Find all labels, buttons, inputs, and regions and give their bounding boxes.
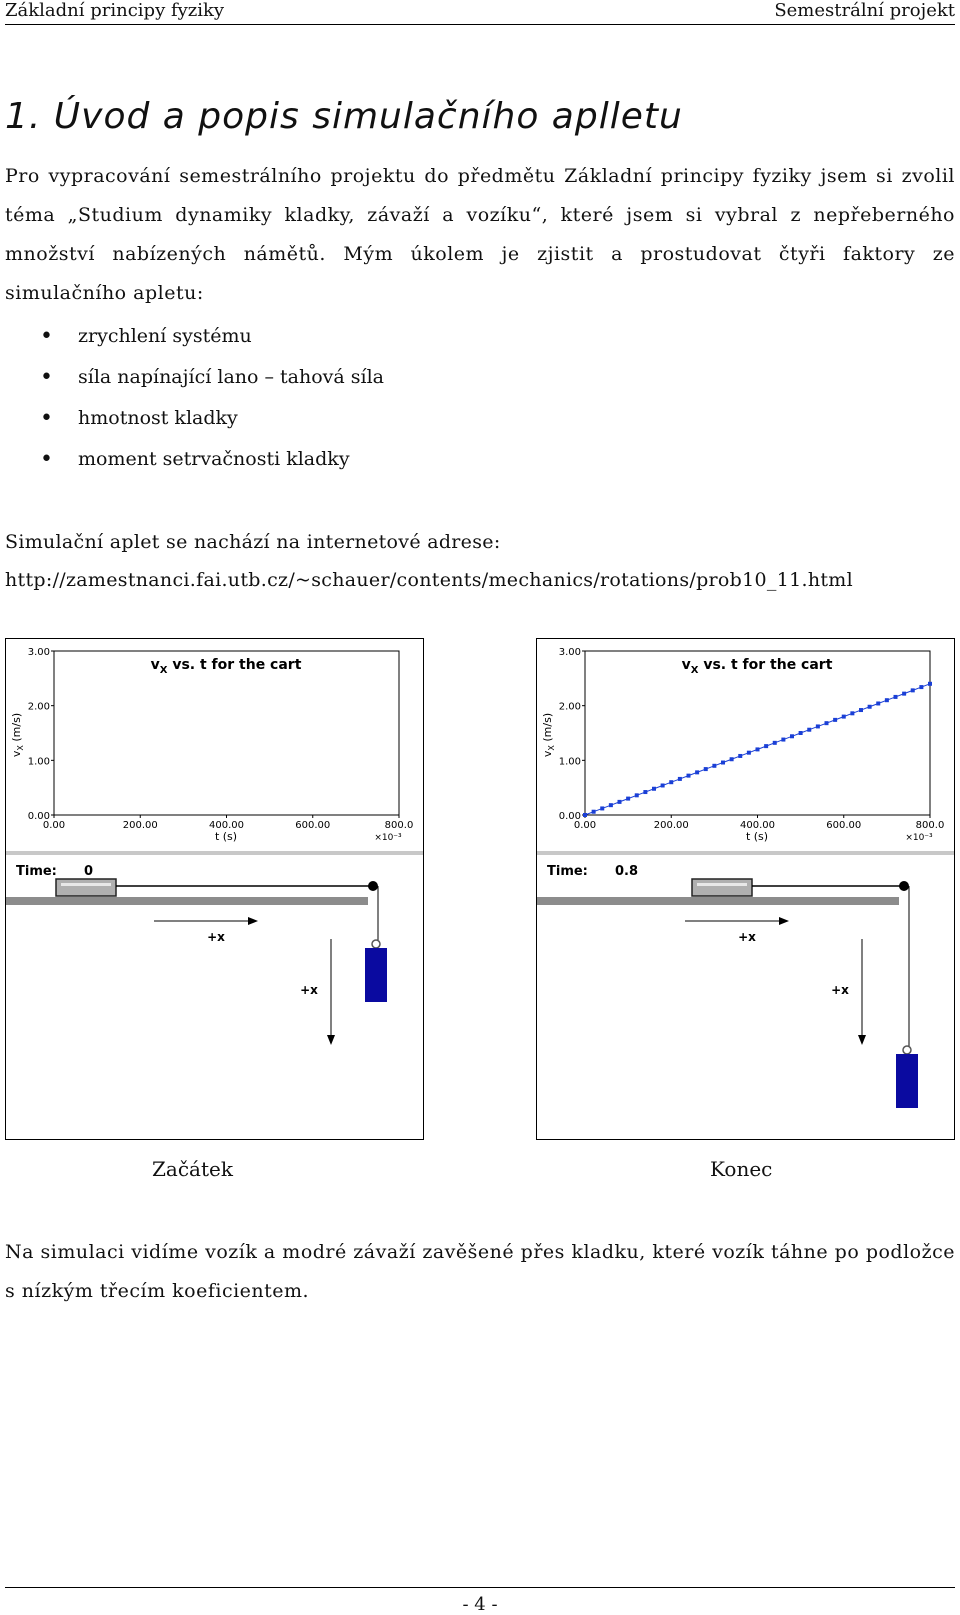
y-tick-label: 2.00 bbox=[27, 701, 50, 713]
y-arrow-head bbox=[858, 1035, 866, 1045]
list-item: • moment setrvačnosti kladky bbox=[40, 439, 384, 480]
y-tick-label: 3.00 bbox=[27, 647, 50, 658]
data-point bbox=[687, 774, 691, 778]
data-point bbox=[842, 715, 846, 719]
data-point bbox=[756, 747, 760, 751]
plot-frame bbox=[585, 651, 930, 815]
data-point bbox=[764, 744, 768, 748]
data-point bbox=[626, 797, 630, 801]
data-point bbox=[583, 813, 587, 817]
page-header bbox=[5, 0, 955, 25]
x-tick-label: 800.0 bbox=[384, 820, 414, 831]
data-point bbox=[730, 757, 734, 761]
x-tick-label: 600.00 bbox=[295, 820, 331, 831]
y-arrow-label: +x bbox=[300, 983, 318, 997]
x-tick-label: 0.00 bbox=[42, 820, 66, 831]
data-point bbox=[609, 803, 613, 807]
x-axis-label: t (s) bbox=[745, 830, 769, 843]
factor-list bbox=[40, 316, 384, 480]
pulley bbox=[899, 881, 909, 891]
data-point bbox=[799, 731, 803, 735]
data-point bbox=[738, 754, 742, 758]
data-point bbox=[919, 685, 923, 689]
data-point bbox=[790, 734, 794, 738]
x-tick-label: 0.00 bbox=[573, 820, 597, 831]
vx-chart bbox=[537, 647, 954, 1108]
data-point bbox=[678, 777, 682, 781]
y-tick-label: 1.00 bbox=[558, 756, 581, 768]
list-item: • síla napínající lano – tahová síla bbox=[40, 357, 384, 398]
y-tick-label: 2.00 bbox=[558, 701, 581, 713]
data-point bbox=[902, 692, 906, 696]
track bbox=[537, 897, 899, 905]
data-point bbox=[643, 790, 647, 794]
vx-chart bbox=[6, 647, 423, 1045]
header-course: Základní principy fyziky bbox=[5, 0, 225, 21]
panel-separator bbox=[6, 851, 423, 855]
page-footer bbox=[5, 1587, 955, 1615]
y-arrow-label: +x bbox=[831, 983, 849, 997]
data-point bbox=[781, 738, 785, 742]
plot-frame bbox=[54, 651, 399, 815]
data-point bbox=[928, 682, 932, 686]
data-point bbox=[807, 728, 811, 732]
caption-end: Konec bbox=[710, 1157, 773, 1181]
x-tick-label: 400.00 bbox=[740, 820, 775, 831]
data-point bbox=[850, 711, 854, 715]
x-axis-label: t (s) bbox=[214, 830, 238, 843]
x-arrow-head bbox=[248, 917, 258, 925]
y-arrow-head bbox=[327, 1035, 335, 1045]
data-point bbox=[618, 800, 622, 804]
x-arrow-label: +x bbox=[207, 930, 225, 944]
data-point bbox=[885, 698, 889, 702]
x-tick-label: 200.00 bbox=[653, 820, 689, 831]
data-point bbox=[911, 688, 915, 692]
header-doc-type: Semestrální projekt bbox=[774, 0, 955, 21]
data-point bbox=[747, 751, 751, 755]
x-multiplier: ×10⁻³ bbox=[374, 833, 402, 843]
applet-start bbox=[5, 638, 424, 1140]
data-point bbox=[704, 767, 708, 771]
data-point bbox=[652, 787, 656, 791]
y-tick-label: 0.00 bbox=[27, 811, 50, 822]
y-axis-label: $v_X$ (m/s) bbox=[541, 712, 556, 758]
time-value: 0.8 bbox=[615, 864, 639, 879]
x-tick-label: 200.00 bbox=[122, 820, 158, 831]
x-arrow-label: +x bbox=[738, 930, 756, 944]
cart bbox=[56, 879, 116, 896]
cart bbox=[692, 879, 752, 896]
data-point bbox=[876, 701, 880, 705]
data-point bbox=[894, 695, 898, 699]
x-multiplier: ×10⁻³ bbox=[905, 833, 933, 843]
hanging-weight bbox=[365, 948, 387, 1002]
applet-canvas bbox=[6, 639, 423, 1139]
time-label: Time: bbox=[16, 864, 57, 879]
data-point bbox=[721, 761, 725, 765]
y-axis-label: $v_X$ (m/s) bbox=[10, 712, 25, 758]
cart-highlight bbox=[61, 883, 111, 886]
applet-canvas bbox=[537, 639, 954, 1139]
caption-start: Začátek bbox=[152, 1157, 233, 1181]
hook bbox=[372, 940, 380, 948]
data-point bbox=[859, 708, 863, 712]
y-tick-label: 3.00 bbox=[558, 647, 581, 658]
intro-paragraph: Pro vypracování semestrálního projektu do předmětu Základní principy fyziky jsem si zvolil téma „Studium dynamiky kladky, závaží a vozíku“, které jsem si vybral z nepřeberného množství nabízených námětů. Mým úkolem je zjistit a prostudovat čtyři faktory ze simulačního apletu: bbox=[5, 165, 955, 304]
list-item: • hmotnost kladky bbox=[40, 398, 384, 439]
x-tick-label: 600.00 bbox=[826, 820, 862, 831]
y-tick-label: 0.00 bbox=[558, 811, 581, 822]
cart-highlight bbox=[697, 883, 747, 886]
page-number: - 4 - bbox=[462, 1594, 498, 1615]
pulley bbox=[368, 881, 378, 891]
section-title: 1. Úvod a popis simulačního aplletu bbox=[5, 96, 683, 137]
hook bbox=[903, 1046, 911, 1054]
x-arrow-head bbox=[779, 917, 789, 925]
data-point bbox=[712, 764, 716, 768]
y-tick-label: 1.00 bbox=[27, 756, 50, 768]
data-point bbox=[635, 793, 639, 797]
data-point bbox=[868, 705, 872, 709]
x-tick-label: 400.00 bbox=[209, 820, 244, 831]
conclusion-paragraph: Na simulaci vidíme vozík a modré závaží zavěšené přes kladku, které vozík táhne po podložce s nízkým třecím koeficientem. bbox=[5, 1241, 955, 1302]
data-point bbox=[669, 780, 673, 784]
data-point bbox=[833, 718, 837, 722]
applet-url[interactable]: http://zamestnanci.fai.utb.cz/~schauer/contents/mechanics/rotations/prob10_11.html bbox=[5, 569, 853, 591]
data-point bbox=[592, 810, 596, 814]
applet-note: Simulační aplet se nachází na internetové adrese: bbox=[5, 531, 501, 553]
data-point bbox=[816, 724, 820, 728]
data-point bbox=[773, 741, 777, 745]
hanging-weight bbox=[896, 1054, 918, 1108]
chart-title: $v_X$ vs. t for the cart bbox=[150, 657, 302, 676]
list-item: • zrychlení systému bbox=[40, 316, 384, 357]
x-tick-label: 800.0 bbox=[915, 820, 945, 831]
track bbox=[6, 897, 368, 905]
data-point bbox=[825, 721, 829, 725]
time-value: 0 bbox=[84, 864, 94, 879]
data-point bbox=[661, 783, 665, 787]
data-point bbox=[695, 770, 699, 774]
time-label: Time: bbox=[547, 864, 588, 879]
panel-separator bbox=[537, 851, 954, 855]
chart-title: $v_X$ vs. t for the cart bbox=[681, 657, 833, 676]
data-point bbox=[600, 806, 604, 810]
applet-end bbox=[536, 638, 955, 1140]
